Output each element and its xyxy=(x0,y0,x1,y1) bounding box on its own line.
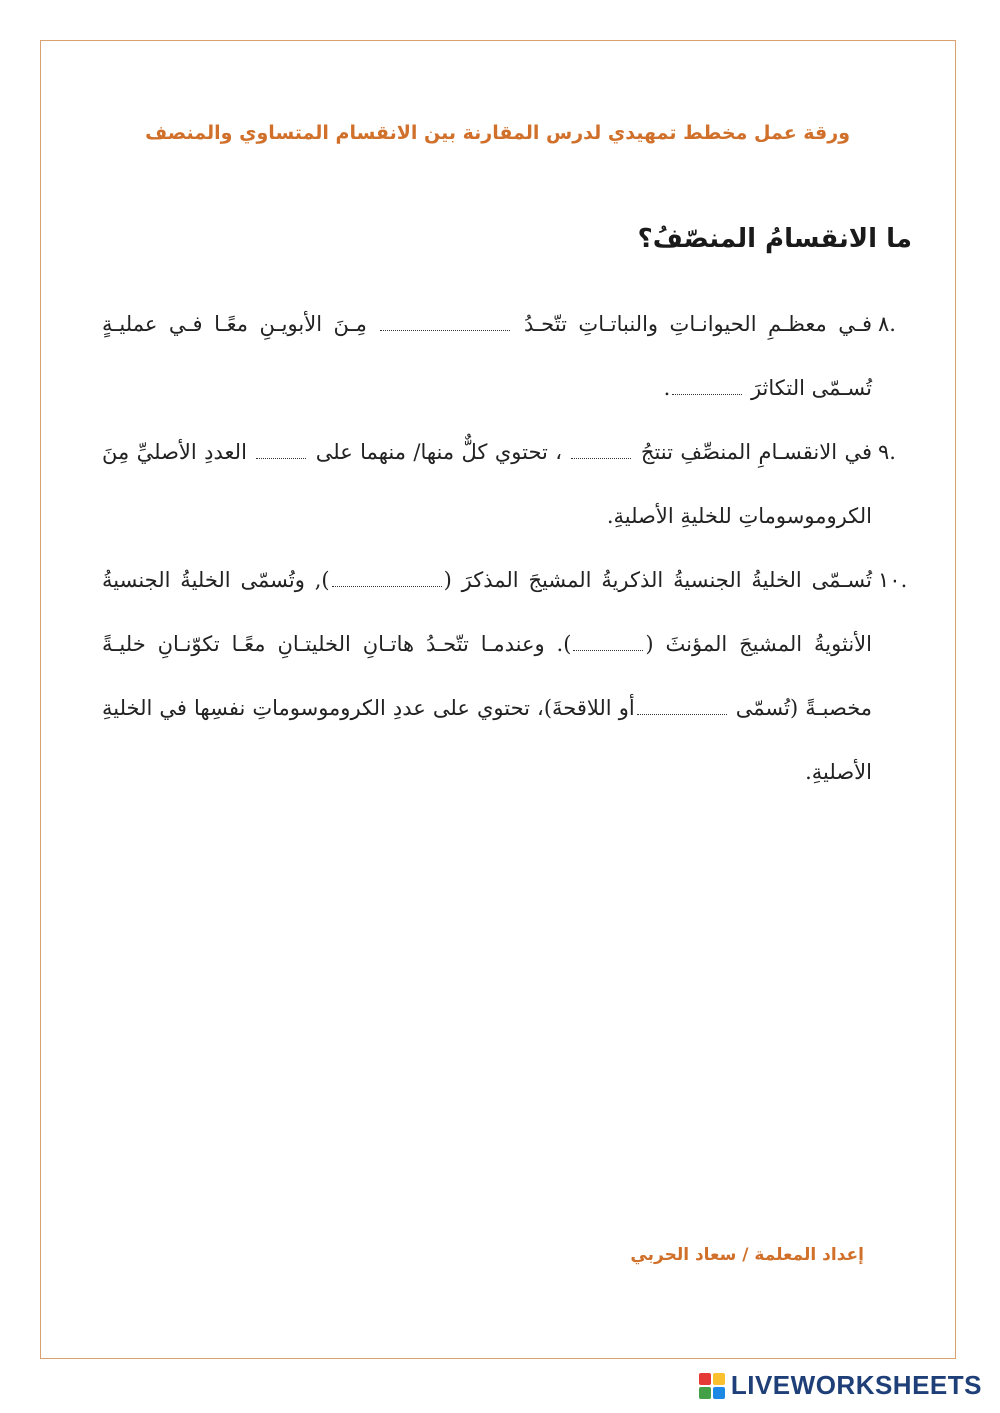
logo-square-blue xyxy=(713,1387,725,1399)
question-text: في الانقسـامِ المنصِّفِ تنتجُ xyxy=(640,440,872,464)
brand-name: LIVEWORKSHEETS xyxy=(730,1370,982,1400)
question-10 xyxy=(102,548,908,804)
question-number: ١٠. xyxy=(878,568,908,592)
question-text: تُسـمّى الخليةُ الجنسيةُ الذكريةُ المشيجَ المذكرَ ( xyxy=(443,568,872,592)
answer-blank[interactable] xyxy=(573,629,643,651)
question-text: فـي معظـمِ الحيوانـاتِ والنباتـاتِ تتّحـدُ xyxy=(524,312,872,336)
question-number: ٨. xyxy=(878,312,896,336)
answer-blank[interactable] xyxy=(637,693,727,715)
worksheet-title: ورقة عمل مخطط تمهيدي لدرس المقارنة بين الانقسام المتساوي والمنصف xyxy=(145,122,850,144)
question-text: ). وعندمـا تتّحـدُ هاتـانِ الخليتـانِ معًـا تكوّنـانِ خليـةً مخصبـةً (تُسمّى xyxy=(102,632,872,720)
answer-blank[interactable] xyxy=(256,437,306,459)
author-credit: إعداد المعلمة / سعاد الحربي xyxy=(630,1245,864,1265)
question-text: ، تحتوي كلٌّ منها/ منهما على xyxy=(315,440,563,464)
question-8 xyxy=(102,292,896,420)
answer-blank[interactable] xyxy=(672,373,742,395)
question-9 xyxy=(102,420,896,548)
logo-square-red xyxy=(699,1373,711,1385)
question-text: مِـنَ الأبويـنِ معًـا فـي عمليـةٍ تُسـمّى التكاثرَ xyxy=(102,312,872,400)
liveworksheets-logo-icon xyxy=(699,1373,725,1399)
logo-square-yellow xyxy=(713,1373,725,1385)
liveworksheets-brand[interactable] xyxy=(699,1370,982,1401)
answer-blank[interactable] xyxy=(571,437,631,459)
question-text: ), وتُسمّى الخليةُ الجنسيةُ الأنثويةُ المشيجَ المؤنثَ ( xyxy=(102,568,872,656)
question-text: . xyxy=(663,376,671,400)
questions-list xyxy=(102,292,908,804)
question-text: أو اللاقحةَ)، تحتوي على عددِ الكروموسوماتِ نفسِها في الخليةِ الأصليةِ. xyxy=(102,696,872,784)
question-number: ٩. xyxy=(878,440,896,464)
answer-blank[interactable] xyxy=(380,309,510,331)
answer-blank[interactable] xyxy=(332,565,442,587)
section-heading: ما الانقسامُ المنصّفُ؟ xyxy=(637,224,912,254)
logo-square-green xyxy=(699,1387,711,1399)
question-text: العددِ الأصليِّ مِنَ الكروموسوماتِ للخليةِ الأصليةِ. xyxy=(102,440,872,528)
